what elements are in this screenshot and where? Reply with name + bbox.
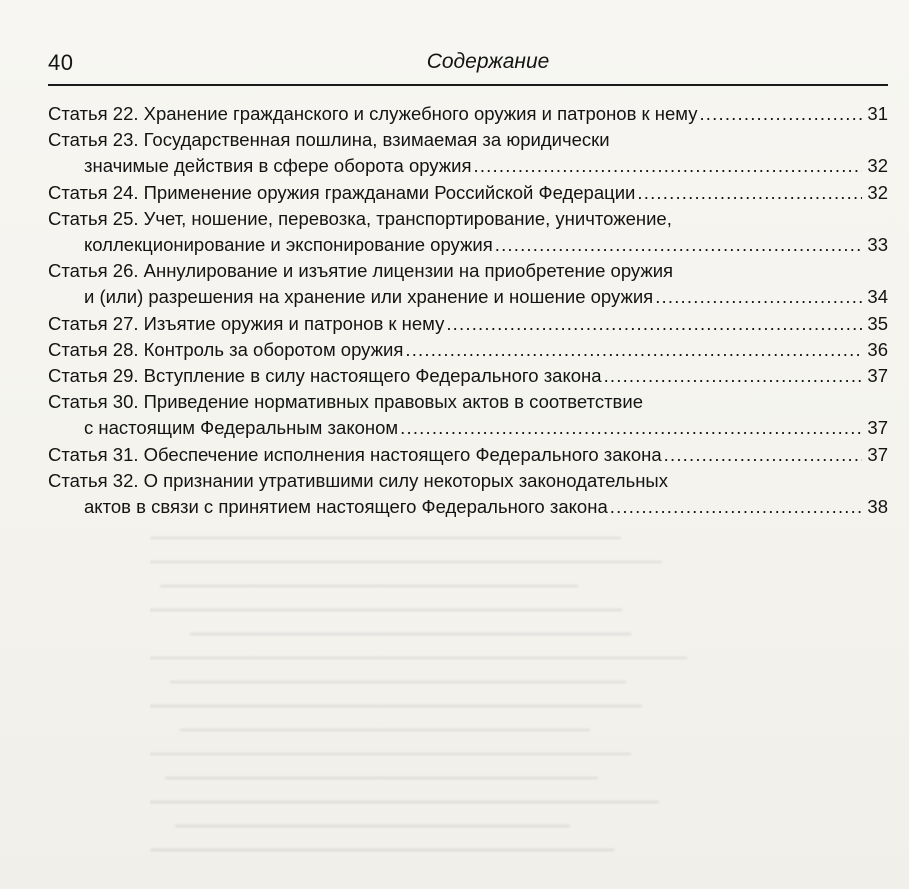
toc-page-number: 32: [867, 181, 888, 203]
toc-entry-text: Статья 23. Государственная пошлина, взимаемая за юридически: [48, 129, 610, 151]
dot-leader: [699, 101, 862, 127]
toc-entry-text: Статья 24. Применение оружия гражданами Российской Федерации: [48, 181, 636, 203]
toc-entry-text: коллекционирование и экспонирование оружия: [84, 234, 493, 256]
toc-page-number: 31: [867, 103, 888, 124]
toc-page-number: 34: [867, 286, 888, 308]
dot-leader: [405, 337, 862, 363]
toc-entry-line: [48, 258, 888, 284]
toc-entry-line: [48, 468, 888, 494]
toc-entry-line: [48, 494, 888, 520]
toc-entry-text: Статья 32. О признании утратившими силу некоторых законодательных: [48, 469, 668, 491]
toc-entry: [48, 442, 888, 468]
toc-entry-line: [48, 363, 888, 389]
section-title: Содержание: [426, 50, 550, 73]
toc-page-number: 37: [867, 365, 888, 387]
toc-entry: [48, 180, 888, 206]
dot-leader: [637, 180, 862, 206]
toc-entry: [48, 127, 888, 179]
toc-entry-text: Статья 27. Изъятие оружия и патронов к нему: [48, 312, 445, 334]
toc-entry: [48, 337, 888, 363]
toc-entry-line: [48, 127, 888, 153]
toc-page-number: 37: [867, 443, 888, 465]
page-number: 40: [48, 50, 74, 75]
toc-entry: [48, 206, 888, 258]
toc-page-number: 32: [867, 155, 888, 177]
dot-leader: [610, 494, 862, 520]
toc-page-number: 37: [867, 417, 888, 439]
toc-entry-line: [48, 101, 888, 127]
toc-entry-text: Статья 25. Учет, ношение, перевозка, транспортирование, уничтожение,: [48, 207, 672, 229]
toc-entry-text: с настоящим Федеральным законом: [84, 417, 399, 439]
toc-entry-line: [48, 442, 888, 468]
toc-page-number: 36: [867, 338, 888, 360]
dot-leader: [655, 284, 862, 310]
toc-entry-text: значимые действия в сфере оборота оружия: [84, 155, 472, 177]
toc-entry-text: Статья 22. Хранение гражданского и служебного оружия и патронов к нему: [48, 103, 698, 124]
toc-page-number: 33: [867, 234, 888, 256]
toc-entry-line: [48, 232, 888, 258]
toc-entry-text: Статья 26. Аннулирование и изъятие лицензии на приобретение оружия: [48, 260, 674, 282]
toc-entry-line: [48, 284, 888, 310]
dot-leader: [664, 442, 862, 468]
toc-entry-line: [48, 180, 888, 206]
toc-entry: [48, 101, 888, 127]
toc-entry-text: и (или) разрешения на хранение или хранение и ношение оружия: [84, 286, 654, 308]
table-of-contents: [48, 101, 888, 520]
toc-entry-line: [48, 337, 888, 363]
toc-entry-text: актов в связи с принятием настоящего Федерального закона: [84, 496, 608, 518]
toc-page-number: 38: [867, 496, 888, 518]
toc-entry-text: Статья 29. Вступление в силу настоящего Федерального закона: [48, 365, 602, 387]
toc-entry-text: Статья 30. Приведение нормативных правовых актов в соответствие: [48, 391, 643, 413]
dot-leader: [400, 415, 862, 441]
toc-entry: [48, 363, 888, 389]
dot-leader: [474, 153, 863, 179]
toc-entry-line: [48, 389, 888, 415]
dot-leader: [495, 232, 862, 258]
toc-entry-text: Статья 31. Обеспечение исполнения настоящего Федерального закона: [48, 443, 662, 465]
toc-entry-line: [48, 415, 888, 441]
toc-entry: [48, 311, 888, 337]
toc-entry-line: [48, 311, 888, 337]
toc-entry-line: [48, 206, 888, 232]
toc-entry-text: Статья 28. Контроль за оборотом оружия: [48, 338, 404, 360]
toc-entry: [48, 258, 888, 310]
toc-entry-line: [48, 153, 888, 179]
running-header: [48, 48, 888, 86]
toc-entry: [48, 468, 888, 520]
dot-leader: [446, 311, 862, 337]
reverse-side-show-through: [150, 515, 909, 889]
toc-page-number: 35: [867, 312, 888, 334]
dot-leader: [604, 363, 862, 389]
toc-entry: [48, 389, 888, 441]
